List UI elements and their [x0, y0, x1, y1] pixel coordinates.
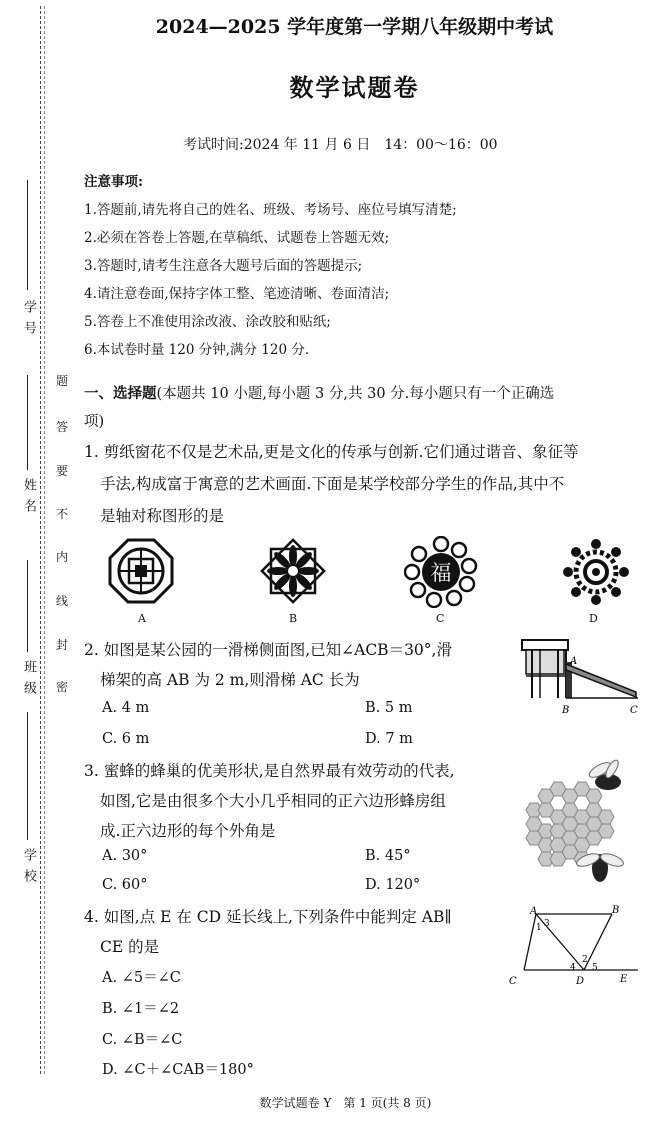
seal-char: 封 [56, 638, 69, 652]
notes-heading: 注意事项: [84, 174, 143, 190]
page-footer: 数学试题卷 Y 第 1 页(共 8 页) [259, 1096, 432, 1110]
option-d[interactable]: D. ∠C＋∠CAB＝180° [102, 1062, 254, 1078]
fig-label-d: D [576, 976, 585, 987]
fig-label-c: C [630, 705, 638, 716]
option-d[interactable]: D. 120° [365, 877, 421, 893]
papercut-b-image [258, 536, 328, 606]
fig-label-a: A [530, 906, 538, 917]
angle-label: 4 [570, 963, 576, 973]
papercut-c-image [404, 536, 478, 608]
papercut-a-image [108, 538, 174, 604]
option-c[interactable]: C. ∠B＝∠C [102, 1032, 183, 1048]
angle-label: 2 [582, 955, 588, 965]
side-label-student-id: 学号 [21, 300, 36, 342]
question-4-line: CE 的是 [100, 938, 160, 956]
seal-char: 线 [56, 594, 69, 608]
seal-char: 密 [56, 680, 69, 694]
question-2-line: 2. 如图是某公园的一滑梯侧面图,已知∠ACB＝30°,滑 [84, 641, 452, 659]
fig-label-c: C [509, 976, 517, 987]
option-b[interactable]: B. 45° [365, 848, 411, 864]
option-a[interactable]: A. 4 m [102, 700, 150, 716]
question-1-line: 1. 剪纸窗花不仅是艺术品,更是文化的传承与创新.它们通过谐音、象征等 [84, 443, 579, 461]
section-desc: (本题共 10 小题,每小题 3 分,共 30 分.每小题只有一个正确选 [156, 386, 555, 402]
exam-title: 2024—2025 学年度第一学期八年级期中考试 [155, 16, 554, 38]
question-3-line: 如图,它是由很多个大小几乎相同的正六边形蜂房组 [100, 792, 446, 810]
exam-subtitle: 数学试题卷 [289, 73, 420, 102]
question-3-line: 3. 蜜蜂的蜂巢的优美形状,是自然界最有效劳动的代表, [84, 762, 455, 780]
note-item: 3.答题时,请考生注意各大题号后面的答题提示; [84, 258, 363, 274]
side-label-name: 姓名 [21, 478, 36, 520]
fig-label-e: E [620, 974, 628, 985]
note-item: 2.必须在答卷上答题,在草稿纸、试题卷上答题无效; [84, 230, 390, 246]
angle-label: 5 [592, 963, 598, 973]
angle-label: 1 [536, 923, 542, 933]
figure-caption: A [138, 612, 146, 625]
papercut-d-image [562, 538, 630, 606]
class-blank[interactable] [27, 560, 28, 652]
figure-caption: B [289, 612, 298, 625]
section-heading: 一、选择题 [84, 385, 157, 402]
binding-dashed-line [40, 6, 41, 1074]
bee-top [587, 758, 621, 790]
honeycomb-cells [526, 782, 614, 866]
section-desc-cont: 项) [84, 414, 105, 430]
angle-label: 3 [544, 919, 550, 929]
question-2-line: 梯架的高 AB 为 2 m,则滑梯 AC 长为 [100, 671, 360, 689]
school-blank[interactable] [27, 712, 28, 840]
note-item: 1.答题前,请先将自己的姓名、班级、考场号、座位号填写清楚; [84, 202, 457, 218]
option-d[interactable]: D. 7 m [365, 731, 413, 747]
option-b[interactable]: B. ∠1＝∠2 [102, 1001, 180, 1017]
option-c[interactable]: C. 6 m [102, 731, 150, 747]
side-label-school: 学校 [21, 848, 36, 890]
fig-label-b: B [562, 705, 570, 716]
question-1-line: 是轴对称图形的是 [100, 507, 225, 525]
honeycomb-image [516, 756, 636, 892]
option-c[interactable]: C. 60° [102, 877, 148, 893]
seal-char: 内 [56, 550, 69, 564]
seal-char: 题 [56, 374, 69, 388]
fig-label-b: B [612, 905, 620, 916]
section-heading-line [84, 382, 554, 403]
parallel-lines-diagram [506, 902, 642, 988]
figure-caption: C [436, 612, 445, 625]
student-id-blank[interactable] [27, 180, 28, 290]
seal-char: 不 [56, 507, 69, 521]
note-item: 6.本试卷时量 120 分钟,满分 120 分. [84, 342, 310, 358]
seal-char: 要 [56, 464, 69, 478]
exam-time: 考试时间:2024 年 11 月 6 日 14：00～16：00 [183, 137, 498, 153]
question-4-line: 4. 如图,点 E 在 CD 延长线上,下列条件中能判定 AB∥ [84, 908, 452, 926]
side-label-class: 班级 [21, 660, 36, 702]
slide-diagram [518, 636, 642, 720]
option-a[interactable]: A. ∠5＝∠C [102, 970, 181, 986]
question-1-line: 手法,构成富于寓意的艺术画面.下面是某学校部分学生的作品,其中不 [100, 475, 565, 493]
option-b[interactable]: B. 5 m [365, 700, 413, 716]
option-a[interactable]: A. 30° [102, 848, 148, 864]
name-blank[interactable] [27, 375, 28, 470]
figure-caption: D [589, 612, 598, 625]
seal-char: 答 [56, 420, 69, 434]
note-item: 5.答卷上不准使用涂改液、涂改胶和贴纸; [84, 314, 331, 330]
question-3-line: 成.正六边形的每个外角是 [100, 822, 276, 840]
note-item: 4.请注意卷面,保持字体工整、笔迹清晰、卷面清洁; [84, 286, 390, 302]
fu-character: 福 [430, 561, 452, 585]
fig-label-a: A [570, 656, 578, 667]
binding-dashed-line-inner [44, 6, 45, 1074]
